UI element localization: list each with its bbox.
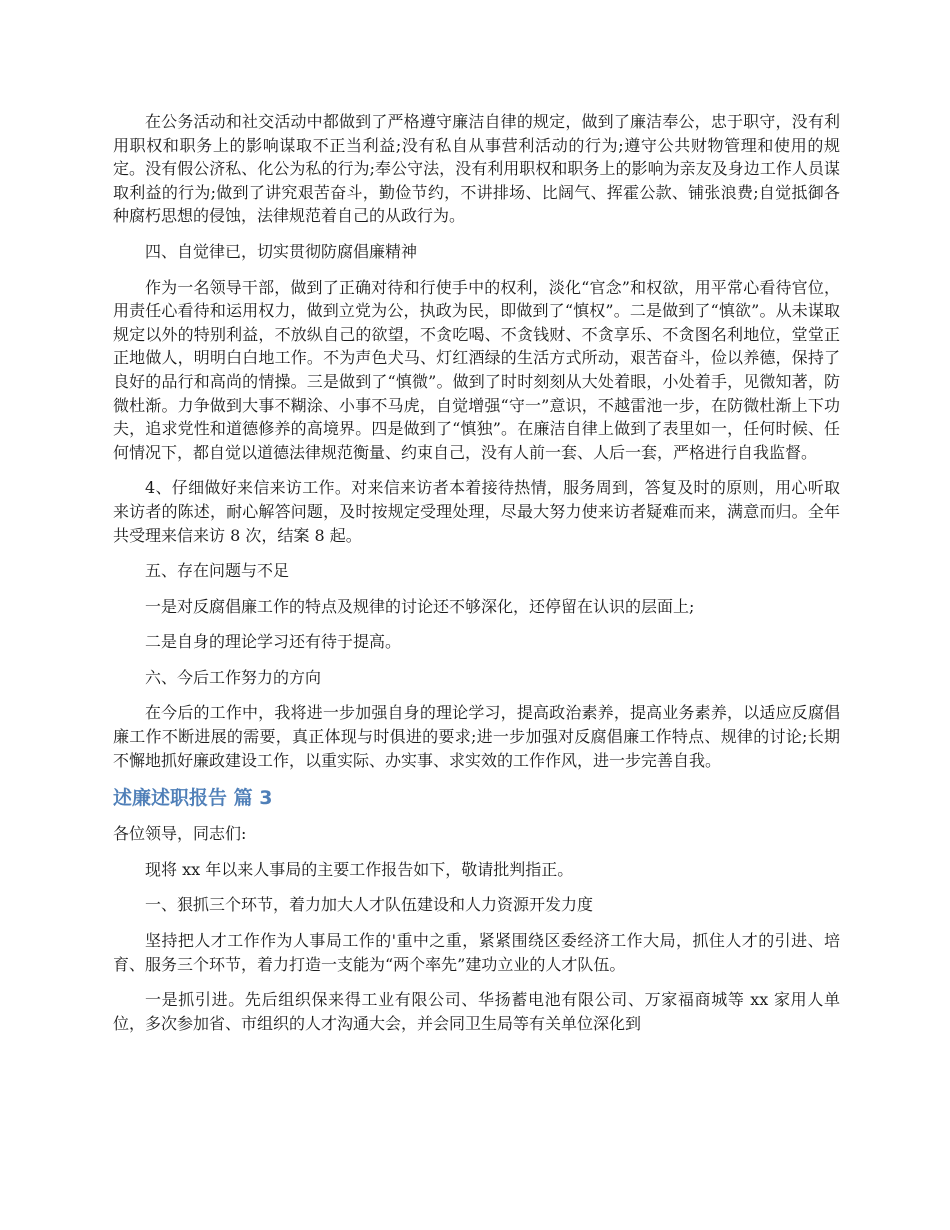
salutation: 各位领导，同志们: xyxy=(113,824,247,844)
paragraph-problem-1: 一是对反腐倡廉工作的特点及规律的讨论还不够深化，还停留在认识的层面上; xyxy=(145,596,695,616)
paragraph-problem-2: 二是自身的理论学习还有待于提高。 xyxy=(145,632,402,652)
paragraph-integrity: 在公务活动和社交活动中都做到了严格遵守廉洁自律的规定，做到了廉洁奉公，忠于职守，没有利用职权和职务上的影响谋取不正当利益;没有私自从事营利活动的行为;遵守公共财物管理和使用的规定。没有假公济私、化公为私的行为;奉公守法，没有利用职权和职务上的影响为亲友及身边工作人员谋取利益的行为;做到了讲究艰苦奋斗，勤俭节约，不讲排场、比阔气、挥霍公款、铺张浪费;自觉抵御各种腐朽思想的侵蚀，法律规范着自己的从政行为。 xyxy=(113,112,840,226)
paragraph-talent: 坚持把人才工作作为人事局工作的'重中之重，紧紧围绕区委经济工作大局，抓住人才的引进、培育、服务三个环节，着力打造一支能为“两个率先”建功立业的人才队伍。 xyxy=(113,931,840,974)
document-page xyxy=(113,110,840,1047)
heading-five: 五、存在问题与不足 xyxy=(145,561,290,581)
paragraph-intro: 现将 xx 年以来人事局的主要工作报告如下，敬请批判指正。 xyxy=(145,859,574,879)
paragraph-letters: 4、仔细做好来信来访工作。对来信来访者本着接待热情，服务周到，答复及时的原则，用心听取来访者的陈述，耐心解答问题，及时按规定受理处理，尽最大努力使来访者疑难而来，满意而归。全年共受理来信来访 8 次，结案 8 起。 xyxy=(113,478,840,545)
heading-four: 四、自觉律已，切实贯彻防腐倡廉精神 xyxy=(145,241,418,261)
paragraph-leader: 作为一名领导干部，做到了正确对待和行使手中的权利，淡化“官念”和权欲，用平常心看待官位，用责任心看待和运用权力，做到立党为公，执政为民，即做到了“慎权”。二是做到了“慎欲”。从未谋取规定以外的特别利益，不放纵自己的欲望，不贪吃喝、不贪钱财、不贪享乐、不贪图名利地位，堂堂正正地做人，明明白白地工作。不为声色犬马、灯红酒绿的生活方式所动，艰苦奋斗，俭以养德，保持了良好的品行和高尚的情操。三是做到了“慎微”。做到了时时刻刻从大处着眼，小处着手，见微知著，防微杜渐。力争做到大事不糊涂、小事不马虎，自觉增强“守一”意识，不越雷池一步，在防微杜渐上下功夫，追求党性和道德修养的高境界。四是做到了“慎独”。在廉洁自律上做到了表里如一，任何时候、任何情况下，都自觉以道德法律规范衡量、约束自己，没有人前一套、人后一套，严格进行自我监督。 xyxy=(113,277,840,462)
paragraph-recruit: 一是抓引进。先后组织保来得工业有限公司、华扬蓄电池有限公司、万家福商城等 xx 家用人单位，多次参加省、市组织的人才沟通大会，并会同卫生局等有关单位深化到 xyxy=(113,990,840,1033)
paragraph-future: 在今后的工作中，我将进一步加强自身的理论学习，提高政治素养，提高业务素养，以适应反腐倡廉工作不断进展的需要，真正体现与时俱进的要求;进一步加强对反腐倡廉工作特点、规律的讨论;长期不懈地抓好廉政建设工作，以重实际、办实事、求实效的工作作风，进一步完善自我。 xyxy=(113,703,840,770)
heading-six: 六、今后工作努力的方向 xyxy=(145,667,322,687)
section-title: 述廉述职报告 篇 3 xyxy=(113,787,273,810)
heading-one: 一、狠抓三个环节，着力加大人才队伍建设和人力资源开发力度 xyxy=(145,895,594,915)
